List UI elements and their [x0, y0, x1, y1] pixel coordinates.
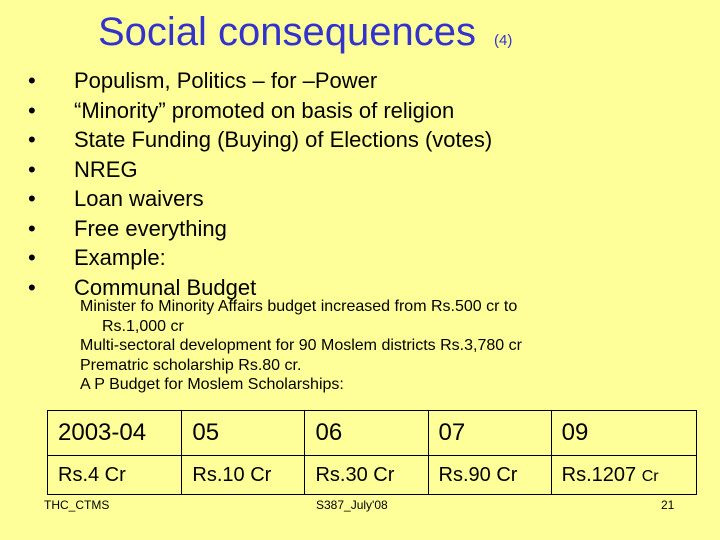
slide-title: [98, 10, 512, 55]
budget-value-cell: Rs.30 Cr: [305, 456, 428, 495]
bullet-item: • Loan waivers: [28, 184, 492, 214]
budget-year-cell: 05: [182, 411, 305, 456]
budget-value-cell: Rs.4 Cr: [48, 456, 182, 495]
bullet-item: • State Funding (Buying) of Elections (votes): [28, 125, 492, 155]
bullet-item: • Example:: [28, 243, 492, 273]
sub-point-continuation: Rs.1,000 cr: [102, 317, 184, 335]
budget-value-cell: [551, 456, 696, 495]
budget-year-cell: 06: [305, 411, 428, 456]
sub-point: Prematric scholarship Rs.80 cr.: [80, 356, 302, 374]
bullet-item: • Free everything: [28, 214, 492, 244]
bullet-item: • “Minority” promoted on basis of religion: [28, 96, 492, 126]
bullet-list: [28, 66, 492, 302]
sub-point: A P Budget for Moslem Scholarships:: [80, 376, 344, 393]
slide-title-text: Social consequences: [98, 10, 477, 54]
budget-value-cell: Rs.90 Cr: [428, 456, 551, 495]
budget-value-amount: Rs.1207: [561, 463, 637, 486]
budget-year-cell: 09: [551, 411, 696, 456]
bullet-item: • Communal Budget: [28, 273, 492, 303]
budget-values-row: [48, 456, 697, 495]
bullet-item: • NREG: [28, 155, 492, 185]
slide-number: 21: [661, 498, 675, 512]
budget-value-cell: Rs.10 Cr: [182, 456, 305, 495]
sub-point: Multi-sectoral development for 90 Moslem districts Rs.3,780 cr: [80, 337, 522, 354]
footer-center: S387_July'08: [316, 498, 388, 512]
sub-points: [80, 297, 680, 395]
footer-left: THC_CTMS: [44, 498, 110, 512]
budget-value-unit: Cr: [641, 467, 659, 485]
budget-year-cell: 2003-04: [48, 411, 182, 456]
bullet-item: • Populism, Politics – for –Power: [28, 66, 492, 96]
slide-title-number: (4): [494, 32, 513, 49]
budget-years-row: [48, 411, 697, 456]
budget-table: [47, 410, 697, 495]
sub-point: Minister fo Minority Affairs budget increased from Rs.500 cr to: [80, 298, 518, 315]
budget-year-cell: 07: [428, 411, 551, 456]
